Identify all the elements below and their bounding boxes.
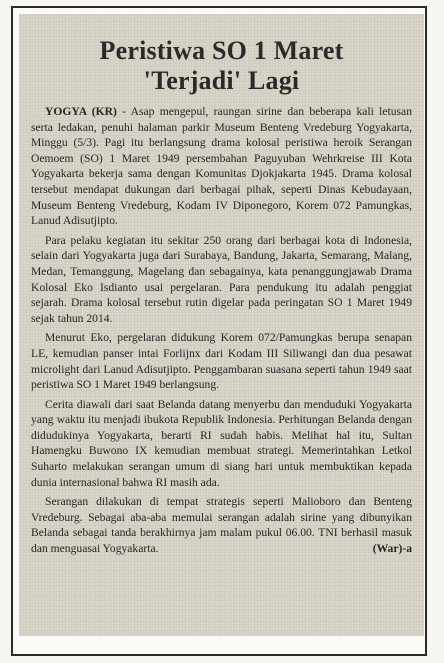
headline-line-1: Peristiwa SO 1 Maret <box>99 36 344 65</box>
article-body <box>31 104 412 557</box>
lead-text: - Asap mengepul, raungan sirine dan beberapa kali letusan serta ledakan, penuhi halaman parkir Museum Benteng Vredeburg Yogyakarta, Minggu (5/3). Pagi itu berlangsung drama kolosal peristiwa heroik Serangan Oemoem (SO) 1 Maret 1949 persembahan Paguyuban Wehrkreise III Kota Yogyakarta bekerja sama dengan Komunitas Djokjakarta 1945. Drama kolosal tersebut mendapat dukungan dari berbagai pihak, seperti Dinas Kebudayaan, Museum Benteng Vredeburg, Kodam IV Diponegoro, Korem 072 Pamungkas, Lanud Adisutjipto. <box>31 105 412 228</box>
headline <box>31 36 412 96</box>
newspaper-clipping <box>19 14 424 636</box>
author-signature: (War)-a <box>372 542 412 556</box>
paragraph-4: Cerita diawali dari saat Belanda datang menyerbu dan menduduki Yogyakarta yang waktu itu menjadi ibukota Republik Indonesia. Perhitungan Belanda dengan didudukinya Yogyakarta, berarti RI sudah habis. Melihat hal itu, Sultan Hamengku Buwono IX kemudian membuat strategi. Memerintahkan Letkol Suharto melakukan serangan umum di siang hari untuk membuktikan kepada dunia internasional bahwa RI masih ada. <box>31 397 412 489</box>
paragraph-5-text: Serangan dilakukan di tempat strategis seperti Malioboro dan Benteng Vredeburg. Sebagai aba-aba memulai serangan adalah sirine yang dibunyikan Belanda sebagai tanda berakhirnya jam malam pukul 06.00. TNI berhasil masuk dan menguasai Yogyakarta. <box>31 495 412 556</box>
paragraph-lead <box>31 104 412 229</box>
paragraph-2: Para pelaku kegiatan itu sekitar 250 orang dari berbagai kota di Indonesia, selain dari Yogyakarta juga dari Surabaya, Bandung, Jakarta, Semarang, Malang, Medan, Temanggung, Magelang dan sebagainya, kata penanggungjawab Drama Kolosal Eko Isdianto usai pergelaran. Para pendukung itu adalah penggiat sejarah. Drama kolosal tersebut rutin digelar pada peringatan SO 1 Maret 1949 sejak tahun 2014. <box>31 233 412 325</box>
dateline: YOGYA (KR) <box>45 105 117 118</box>
paragraph-5 <box>31 494 412 556</box>
paragraph-3: Menurut Eko, pergelaran didukung Korem 072/Pamungkas berupa senapan LE, kemudian panser intai Forlijnx dari Kodam III Siliwangi dan dua pesawat microlight dari Lanud Adisutjipto. Penggambaran suasana seperti tahun 1949 saat peristiwa SO 1 Maret 1949 berlangsung. <box>31 331 412 392</box>
headline-line-2: 'Terjadi' Lagi <box>143 66 300 95</box>
